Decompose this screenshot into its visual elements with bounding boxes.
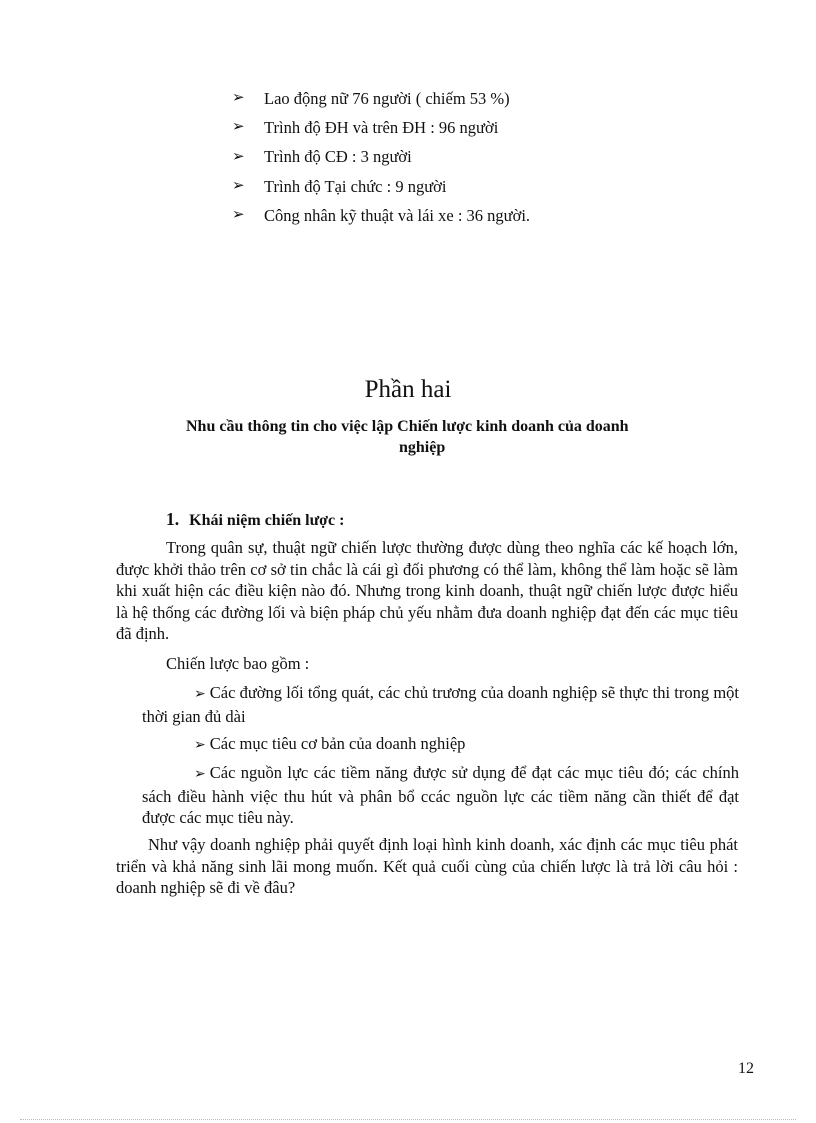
part-title: Phần hai [364, 376, 452, 403]
arrow-bullet-icon: ➢ [194, 738, 206, 753]
section-heading-text: Khái niệm chiến lược : [189, 512, 345, 529]
page-bottom-rule [20, 1119, 796, 1120]
list-item [232, 84, 752, 113]
arrow-bullet-icon: ➢ [194, 767, 206, 782]
section-heading [166, 509, 344, 530]
page-number: 12 [738, 1060, 754, 1077]
list-item-text: Công nhân kỹ thuật và lái xe : 36 người. [264, 205, 531, 225]
strategy-item-text: Các mục tiêu cơ bản của doanh nghiệp [209, 734, 466, 753]
list-item-text: Trình độ CĐ : 3 người [264, 147, 412, 167]
staff-list [232, 84, 752, 230]
list-item [232, 143, 752, 172]
arrow-bullet-icon: ➢ [232, 148, 245, 165]
part-subtitle [186, 416, 726, 458]
list-item [232, 113, 752, 142]
strategy-item-2 [142, 733, 739, 757]
list-item-text: Trình độ Tại chức : 9 người [264, 176, 447, 196]
strategy-item-text: Các đường lối tổng quát, các chủ trương của doanh nghiệp sẽ thực thi trong một thời gian đủ dài [142, 683, 739, 726]
arrow-bullet-icon: ➢ [232, 207, 245, 224]
strategy-item-1 [142, 682, 739, 727]
arrow-bullet-icon: ➢ [232, 90, 245, 107]
paragraph-definition: Trong quân sự, thuật ngữ chiến lược thường được dùng theo nghĩa các kế hoạch lớn, được khởi thảo trên cơ sở tin chắc là cái gì đối phương có thể làm, không thể làm hoặc sẽ làm khi xuất hiện các điều kiện nào đó. Nhưng trong kinh doanh, thuật ngữ chiến lược được hiểu là hệ thống các đường lối và biện pháp chủ yếu nhằm đưa doanh nghiệp đạt đến các mục tiêu đã định. [116, 538, 738, 643]
subtitle-line-1: Nhu cầu thông tin cho việc lập Chiến lược kinh doanh của doanh [186, 418, 629, 435]
includes-label: Chiến lược bao gồm : [166, 654, 310, 673]
strategy-item-text: Các nguồn lực các tiềm năng được sử dụng để đạt các mục tiêu đó; các chính sách điều hành việc thu hút và phân bổ ccác nguồn lực các tiềm năng cần thiết để đạt được các mục tiêu này. [142, 763, 739, 827]
list-item-text: Lao động nữ 76 người ( chiếm 53 %) [264, 88, 510, 108]
list-item [232, 201, 752, 230]
subtitle-line-2: nghiệp [399, 439, 446, 456]
strategy-item-3 [142, 762, 739, 829]
arrow-bullet-icon: ➢ [194, 687, 206, 702]
list-item-text: Trình độ ĐH và trên ĐH : 96 người [264, 117, 499, 137]
paragraph-conclusion: Như vậy doanh nghiệp phải quyết định loại hình kinh doanh, xác định các mục tiêu phát triển và khả năng sinh lãi mong muốn. Kết quả cuối cùng của chiến lược là trả lời câu hỏi : doanh nghiệp sẽ đi về đâu? [116, 835, 738, 897]
arrow-bullet-icon: ➢ [232, 119, 245, 136]
section-number: 1. [166, 509, 180, 529]
list-item [232, 172, 752, 201]
arrow-bullet-icon: ➢ [232, 178, 245, 195]
